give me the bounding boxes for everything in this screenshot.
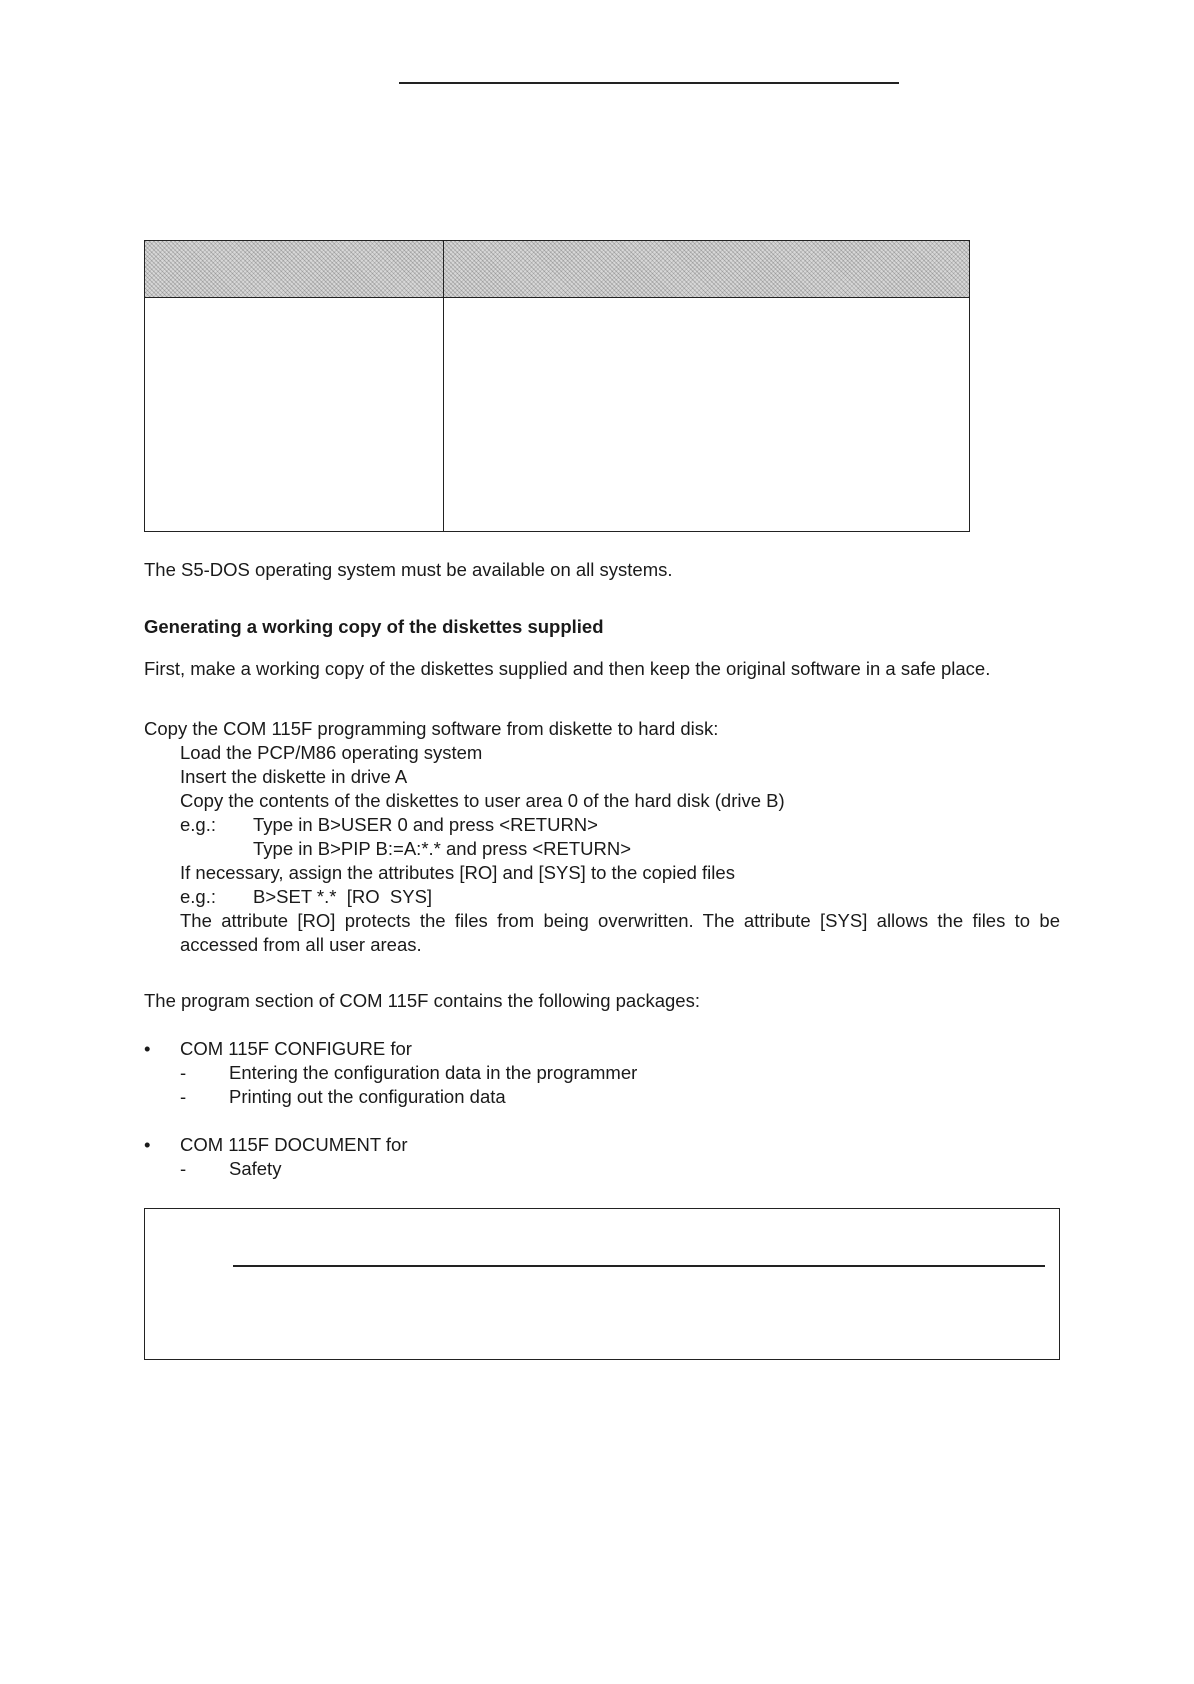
header-rule	[399, 82, 899, 84]
list-item-text: Safety	[229, 1158, 282, 1179]
list-item	[144, 1157, 1060, 1181]
packages-intro: The program section of COM 115F contains the following packages:	[144, 990, 700, 1011]
example-label: e.g.:	[180, 814, 216, 835]
intro-text: The S5-DOS operating system must be available on all systems.	[144, 559, 673, 580]
note-box-rule	[233, 1265, 1045, 1267]
copy-lead: Copy the COM 115F programming software from diskette to hard disk:	[144, 718, 719, 739]
example-label-2: e.g.:	[180, 886, 216, 907]
example-line-3	[144, 885, 1060, 909]
list-item-text: Entering the configuration data in the programmer	[229, 1062, 638, 1083]
copy-instructions	[144, 717, 1060, 957]
dash: -	[180, 1086, 187, 1107]
package-title: COM 115F DOCUMENT for	[180, 1134, 408, 1155]
table-header-row	[145, 241, 969, 298]
table-column-divider	[443, 241, 444, 531]
example-command-3: B>SET *.* [RO SYS]	[253, 886, 433, 907]
attribute-note: The attribute [RO] protects the files from being overwritten. The attribute [SYS] allows the files to be accessed from all user areas.	[180, 910, 1060, 955]
copy-step-3: Copy the contents of the diskettes to user area 0 of the hard disk (drive B)	[180, 790, 785, 811]
dash: -	[180, 1158, 187, 1179]
example-line-1	[144, 813, 1060, 837]
system-requirements-table	[144, 240, 970, 532]
package-document	[144, 1133, 1060, 1181]
copy-step-1: Load the PCP/M86 operating system	[180, 742, 483, 763]
note-box	[144, 1208, 1060, 1360]
list-item	[144, 1085, 1060, 1109]
package-title: COM 115F CONFIGURE for	[180, 1038, 412, 1059]
copy-step-4: If necessary, assign the attributes [RO] and [SYS] to the copied files	[180, 862, 735, 883]
dash: -	[180, 1062, 187, 1083]
list-item	[144, 1061, 1060, 1085]
example-command-1: Type in B>USER 0 and press <RETURN>	[253, 814, 598, 835]
bullet: •	[144, 1038, 151, 1059]
example-command-2: Type in B>PIP B:=A:*.* and press <RETURN>	[253, 838, 632, 859]
copy-step-2: Insert the diskette in drive A	[180, 766, 408, 787]
working-copy-paragraph: First, make a working copy of the diskettes supplied and then keep the original software in a safe place.	[144, 658, 991, 679]
section-heading: Generating a working copy of the diskettes supplied	[144, 616, 604, 637]
package-configure	[144, 1037, 1060, 1109]
bullet: •	[144, 1134, 151, 1155]
list-item-text: Printing out the configuration data	[229, 1086, 506, 1107]
